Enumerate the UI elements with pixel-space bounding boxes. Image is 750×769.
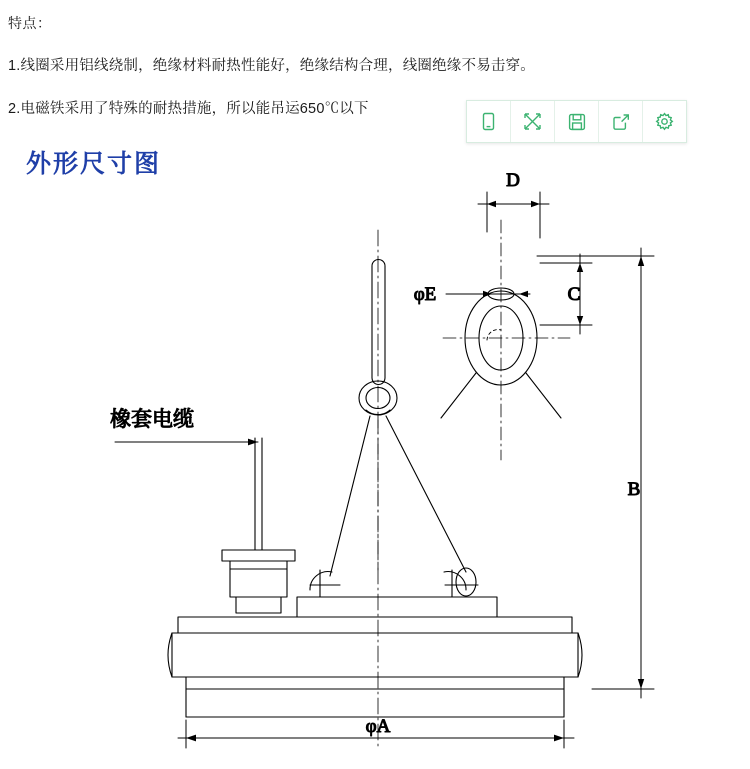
feature-line-1: 1.线圈采用铝线绕制，绝缘材料耐热性能好，绝缘结构合理，线圈绝缘不易击穿。 [8, 57, 535, 74]
label-phi-a: φA [365, 716, 391, 737]
dimension-d [478, 192, 549, 238]
label-d: D [506, 170, 520, 191]
share-icon[interactable] [599, 101, 643, 142]
outline-dimension-drawing [0, 170, 750, 769]
feature-line-2: 2.电磁铁采用了特殊的耐热措施，所以能吊运650℃以下 [8, 101, 369, 118]
cable-gland [222, 438, 295, 613]
label-b: B [627, 479, 641, 500]
dimension-c [540, 254, 592, 334]
section-heading: 外形尺寸图 [26, 150, 162, 178]
save-icon[interactable] [555, 101, 599, 142]
settings-icon[interactable] [643, 101, 686, 142]
label-phi-e: φE [413, 284, 437, 305]
dimension-b [537, 248, 654, 698]
floating-toolbar[interactable] [466, 100, 687, 143]
sling-cables [330, 416, 466, 576]
feature-title: 特点： [8, 15, 52, 31]
label-cable: 橡套电缆 [110, 408, 194, 431]
label-c: C [567, 284, 581, 305]
expand-icon[interactable] [511, 101, 555, 142]
cable-leader [115, 439, 258, 446]
mobile-preview-icon[interactable] [467, 101, 511, 142]
